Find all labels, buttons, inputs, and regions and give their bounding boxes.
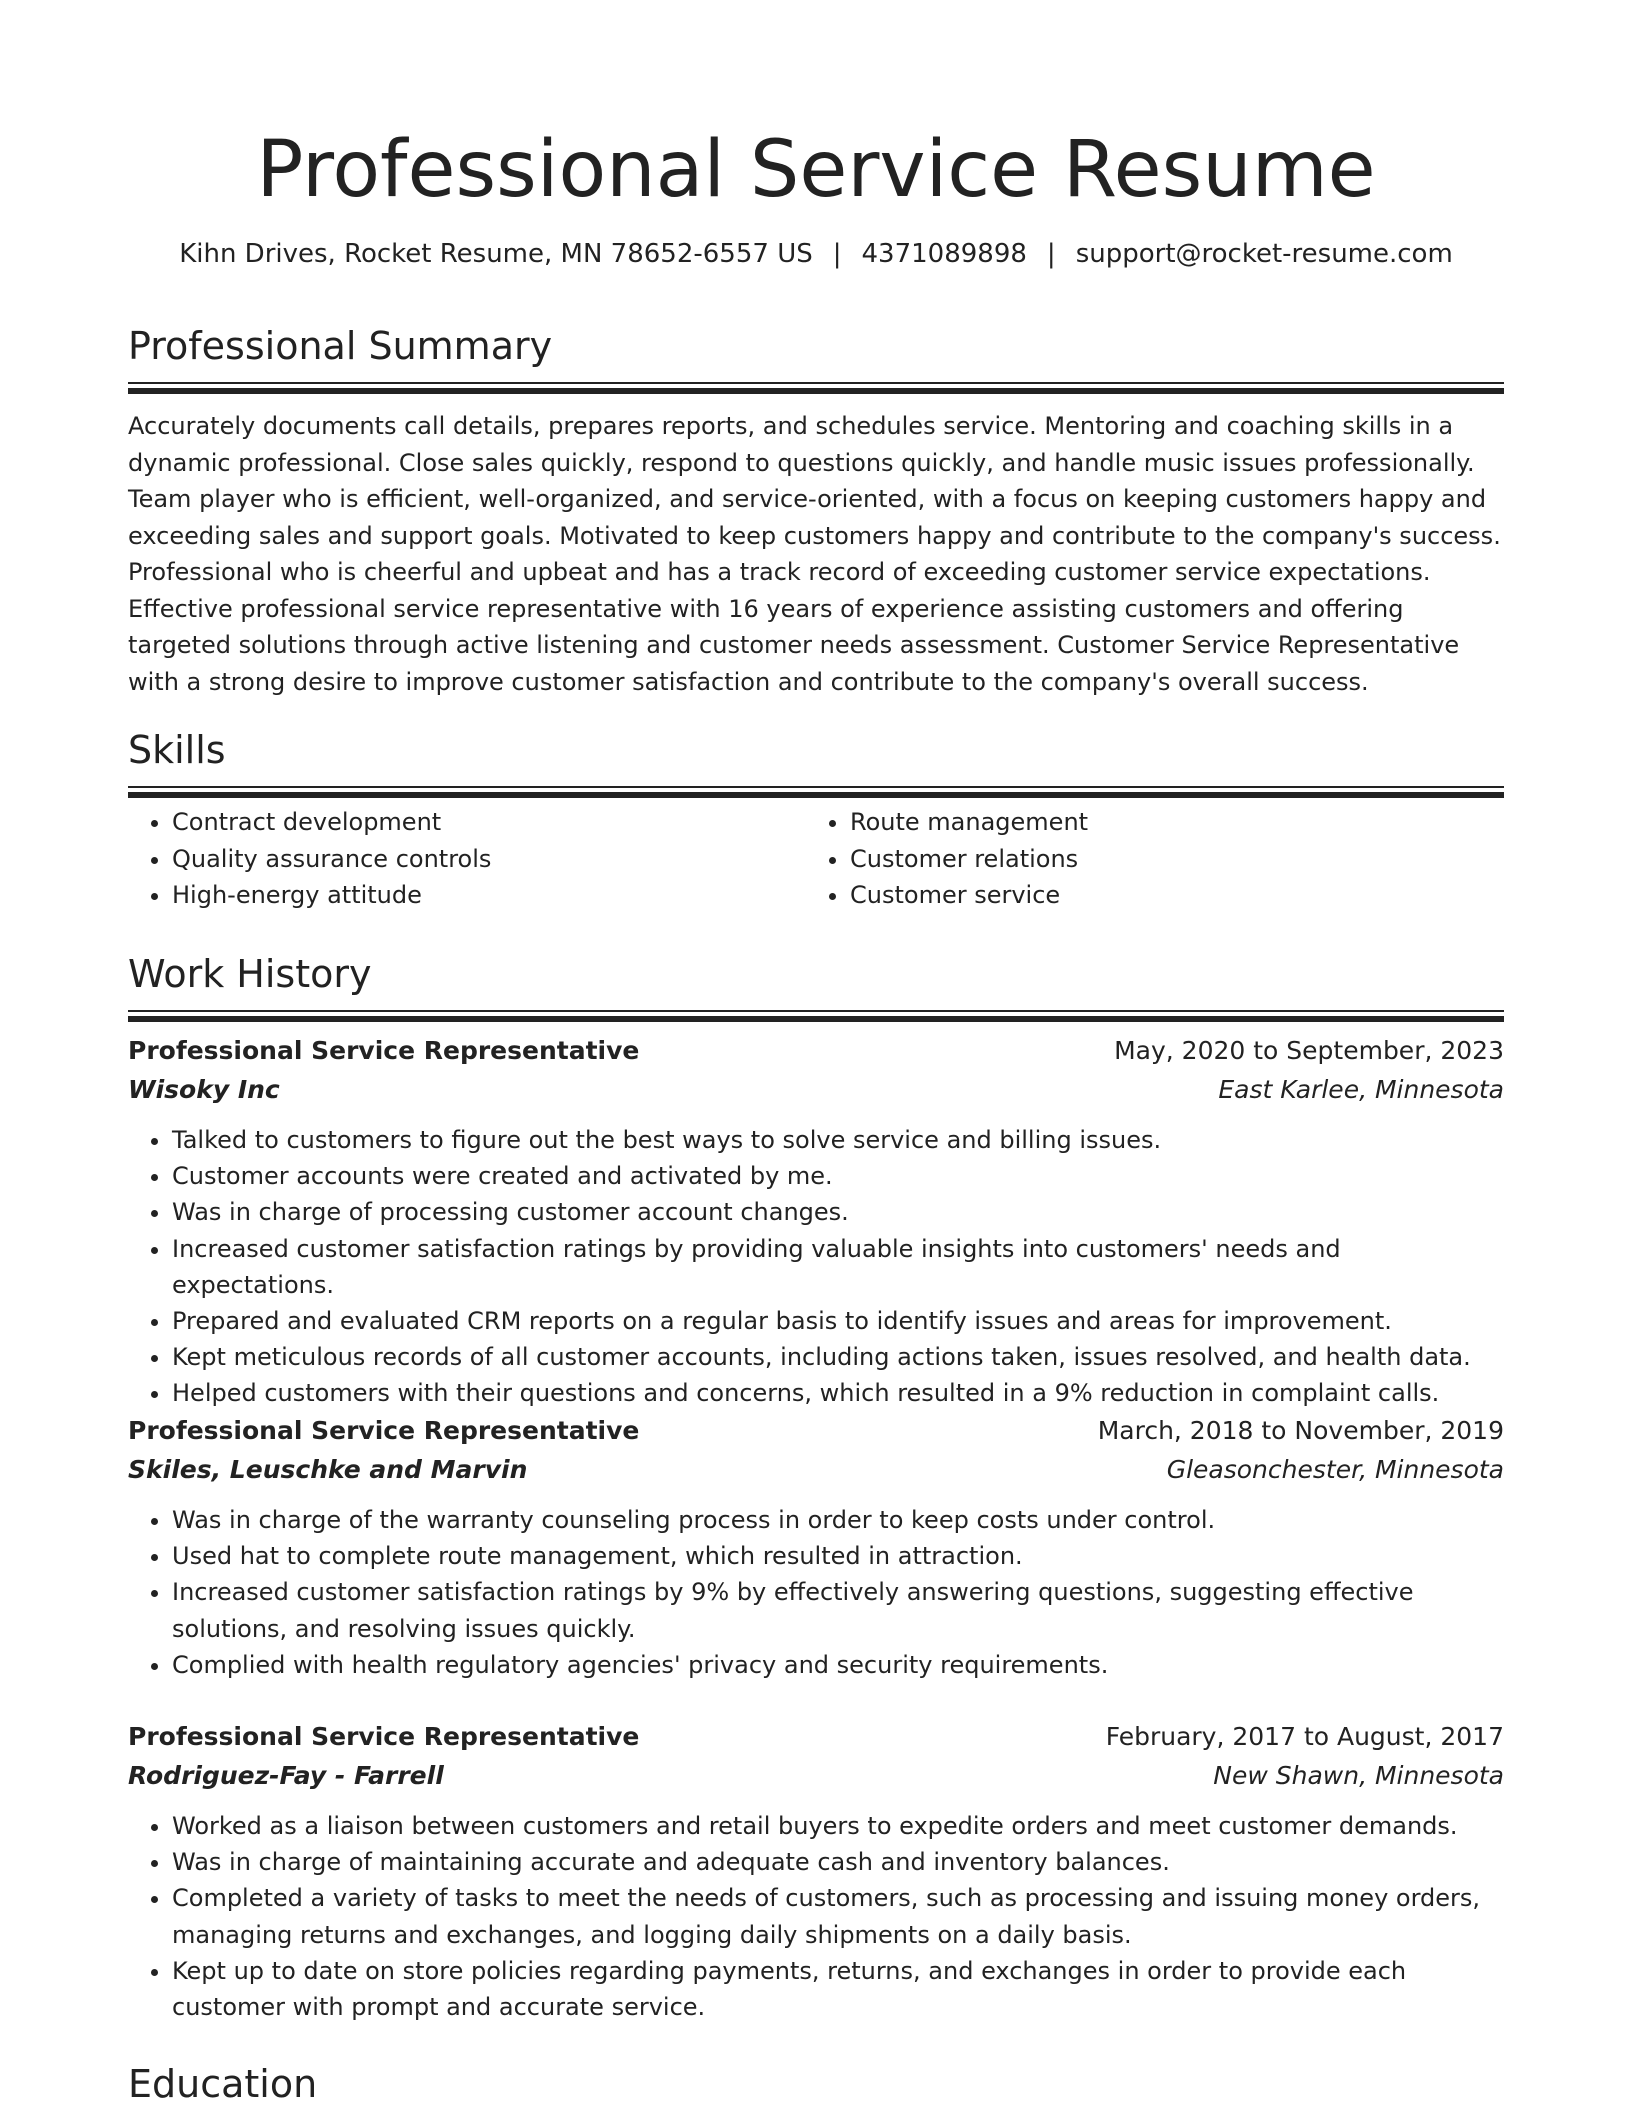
- work-history-section: [128, 948, 1504, 1012]
- job-company: Wisoky Inc: [128, 1075, 280, 1104]
- section-divider: [128, 786, 1504, 788]
- job-bullet: • Used hat to complete route management, which resulted in attraction.: [172, 1538, 1504, 1574]
- job-header-row: [128, 1412, 1504, 1450]
- job-bullet: • Helped customers with their questions and concerns, which resulted in a 9% reduction in complaint calls.: [172, 1375, 1504, 1411]
- section-heading-skills: Skills: [128, 728, 226, 772]
- job-bullet: • Talked to customers to figure out the best ways to solve service and billing issues.: [172, 1122, 1504, 1158]
- contact-separator: |: [832, 239, 842, 269]
- summary-section: [128, 320, 1504, 700]
- job-header-row: [128, 1718, 1504, 1756]
- skill-item: • High-energy attitude: [172, 877, 806, 914]
- job-dates: February, 2017 to August, 2017: [1105, 1722, 1504, 1751]
- job-bullet: • Customer accounts were created and activated by me.: [172, 1158, 1504, 1194]
- job-dates: May, 2020 to September, 2023: [1114, 1036, 1504, 1065]
- skills-column-left: [128, 804, 806, 914]
- job-bullet: • Kept up to date on store policies regarding payments, returns, and exchanges in order to provide each customer with prompt and accurate service.: [172, 1953, 1504, 2025]
- contact-phone: 4371089898: [861, 239, 1027, 269]
- job-title: Professional Service Representative: [128, 1416, 640, 1445]
- job-bullet: • Was in charge of the warranty counseling process in order to keep costs under control.: [172, 1502, 1504, 1538]
- job-header-row: [128, 1032, 1504, 1070]
- job-company: Rodriguez-Fay - Farrell: [128, 1761, 444, 1790]
- job-company: Skiles, Leuschke and Marvin: [128, 1455, 528, 1484]
- section-heading-work-history: Work History: [128, 952, 372, 996]
- job-entry: [128, 1032, 1504, 1412]
- skill-item: • Customer service: [850, 877, 1484, 914]
- skills-section: [128, 724, 1504, 914]
- job-bullet: • Kept meticulous records of all customer accounts, including actions taken, issues resolved, and health data.: [172, 1339, 1504, 1375]
- resume-page: [128, 0, 1504, 2106]
- skill-item: • Contract development: [172, 804, 806, 841]
- contact-address: Kihn Drives, Rocket Resume, MN 78652-6557 US: [179, 239, 813, 269]
- job-company-row: [128, 1070, 1504, 1110]
- job-company-row: [128, 1756, 1504, 1796]
- summary-text: Accurately documents call details, prepares reports, and schedules service. Mentoring and coaching skills in a dynamic professional. Close sales quickly, respond to questions quickly, and handle music issues professionally. Team player who is efficient, well-organized, and service-oriented, with a focus on keeping customers happy and exceeding sales and support goals. Motivated to keep customers happy and contribute to the company's success. Professional who is cheerful and upbeat and has a track record of exceeding customer service expectations. Effective professional service representative with 16 years of experience assisting customers and offering targeted solutions through active listening and customer needs assessment. Customer Service Representative with a strong desire to improve customer satisfaction and contribute to the company's overall success.: [128, 412, 1501, 696]
- skill-item: • Customer relations: [850, 841, 1484, 878]
- contact-line: [128, 234, 1504, 274]
- job-bullet: • Complied with health regulatory agencies' privacy and security requirements.: [172, 1647, 1504, 1683]
- job-location: Gleasonchester, Minnesota: [1166, 1455, 1504, 1484]
- contact-separator: |: [1046, 239, 1056, 269]
- contact-email: support@rocket-resume.com: [1075, 239, 1453, 269]
- job-bullet: • Worked as a liaison between customers and retail buyers to expedite orders and meet customer demands.: [172, 1808, 1504, 1844]
- job-bullet: • Was in charge of processing customer account changes.: [172, 1194, 1504, 1230]
- job-bullets: [128, 1808, 1504, 2025]
- section-divider: [128, 1010, 1504, 1012]
- job-bullet: • Completed a variety of tasks to meet the needs of customers, such as processing and issuing money orders, managing returns and exchanges, and logging daily shipments on a daily basis.: [172, 1880, 1504, 1952]
- job-bullet: • Increased customer satisfaction ratings by providing valuable insights into customers' needs and expectations.: [172, 1231, 1504, 1303]
- job-bullet: • Prepared and evaluated CRM reports on a regular basis to identify issues and areas for improvement.: [172, 1303, 1504, 1339]
- skill-item: • Quality assurance controls: [172, 841, 806, 878]
- job-bullet: • Was in charge of maintaining accurate and adequate cash and inventory balances.: [172, 1844, 1504, 1880]
- job-location: New Shawn, Minnesota: [1213, 1761, 1504, 1790]
- section-divider: [128, 382, 1504, 384]
- job-dates: March, 2018 to November, 2019: [1097, 1416, 1504, 1445]
- job-title: Professional Service Representative: [128, 1722, 640, 1751]
- job-bullets: [128, 1122, 1504, 1412]
- education-section: [128, 2058, 1504, 2110]
- job-location: East Karlee, Minnesota: [1218, 1075, 1504, 1104]
- resume-title: Professional Service Resume: [256, 125, 1376, 215]
- job-entry: [128, 1718, 1504, 2025]
- section-heading-summary: Professional Summary: [128, 324, 553, 368]
- job-entry: [128, 1412, 1504, 1683]
- skills-column-right: [806, 804, 1484, 914]
- job-bullets: [128, 1502, 1504, 1683]
- job-bullet: • Increased customer satisfaction ratings by 9% by effectively answering questions, suggesting effective solutions, and resolving issues quickly.: [172, 1574, 1504, 1646]
- skills-grid: [128, 804, 1504, 914]
- job-title: Professional Service Representative: [128, 1036, 640, 1065]
- skill-item: • Route management: [850, 804, 1484, 841]
- job-company-row: [128, 1450, 1504, 1490]
- section-heading-education: Education: [128, 2062, 318, 2106]
